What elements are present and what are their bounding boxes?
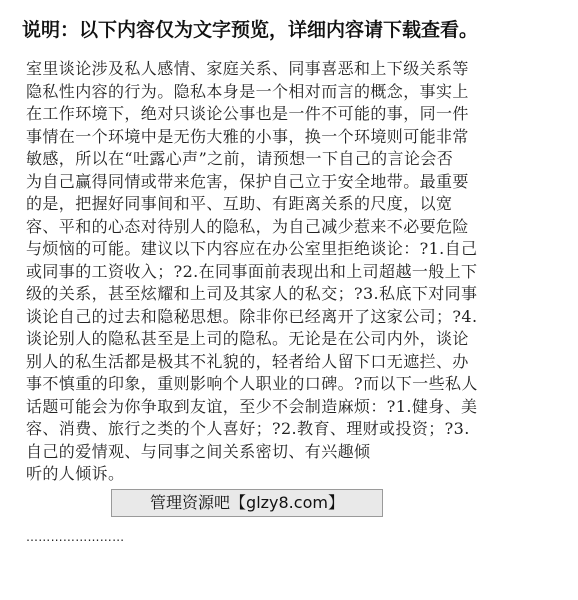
watermark-banner[interactable]: 管理资源吧【glzy8.com】 bbox=[111, 489, 383, 517]
text-line: 敏感，所以在“吐露心声”之前，请预想一下自己的言论会否 bbox=[26, 149, 454, 168]
text-line: 级的关系，甚至炫耀和上司及其家人的私交；?3.私底下对同事 bbox=[26, 284, 478, 303]
text-line: 话题可能会为你争取到友谊，至少不会制造麻烦：?1.健身、美 bbox=[26, 396, 478, 416]
text-line: 听的人倾诉。 bbox=[26, 464, 125, 483]
text-line: 为自己赢得同情或带来危害，保护自己立于安全地带。最重要 bbox=[26, 171, 469, 191]
preview-notice: 说明：以下内容仅为文字预览，详细内容请下载查看。 bbox=[22, 19, 479, 41]
text-line: 或同事的工资收入；?2.在同事面前表现出和上司超越一般上下 bbox=[26, 261, 478, 281]
document-body bbox=[26, 58, 552, 486]
text-line: 事情在一个环境中是无伤大雅的小事，换一个环境则可能非常 bbox=[26, 126, 469, 146]
continuation-ellipsis: …………………… bbox=[26, 530, 125, 544]
text-line: 谈论自己的过去和隐秘思想。除非你已经离开了这家公司；?4. bbox=[26, 306, 478, 326]
text-line: 室里谈论涉及私人感情、家庭关系、同事喜恶和上下级关系等 bbox=[26, 59, 469, 78]
text-line: 事不慎重的印象，重则影响个人职业的口碑。?而以下一些私人 bbox=[26, 374, 478, 393]
text-line: 在工作环境下，绝对只谈论公事也是一件不可能的事，同一件 bbox=[26, 104, 469, 123]
text-line: 自己的爱情观、与同事之间关系密切、有兴趣倾 bbox=[26, 441, 371, 461]
text-line: 容、消费、旅行之类的个人喜好；?2.教育、理财或投资；?3. bbox=[26, 419, 470, 438]
text-line: 的是，把握好同事间和平、互助、有距离关系的尺度，以宽 bbox=[26, 194, 453, 213]
text-line: 与烦恼的可能。建议以下内容应在办公室里拒绝谈论：?1.自己 bbox=[26, 239, 478, 258]
text-line: 别人的私生活都是极其不礼貌的，轻者给人留下口无遮拦、办 bbox=[26, 351, 469, 371]
text-line: 隐私性内容的行为。隐私本身是一个相对而言的概念，事实上 bbox=[26, 81, 469, 101]
text-line: 容、平和的心态对待别人的隐私，为自己减少惹来不必要危险 bbox=[26, 216, 469, 236]
text-line: 谈论别人的隐私甚至是上司的隐私。无论是在公司内外，谈论 bbox=[26, 329, 469, 348]
